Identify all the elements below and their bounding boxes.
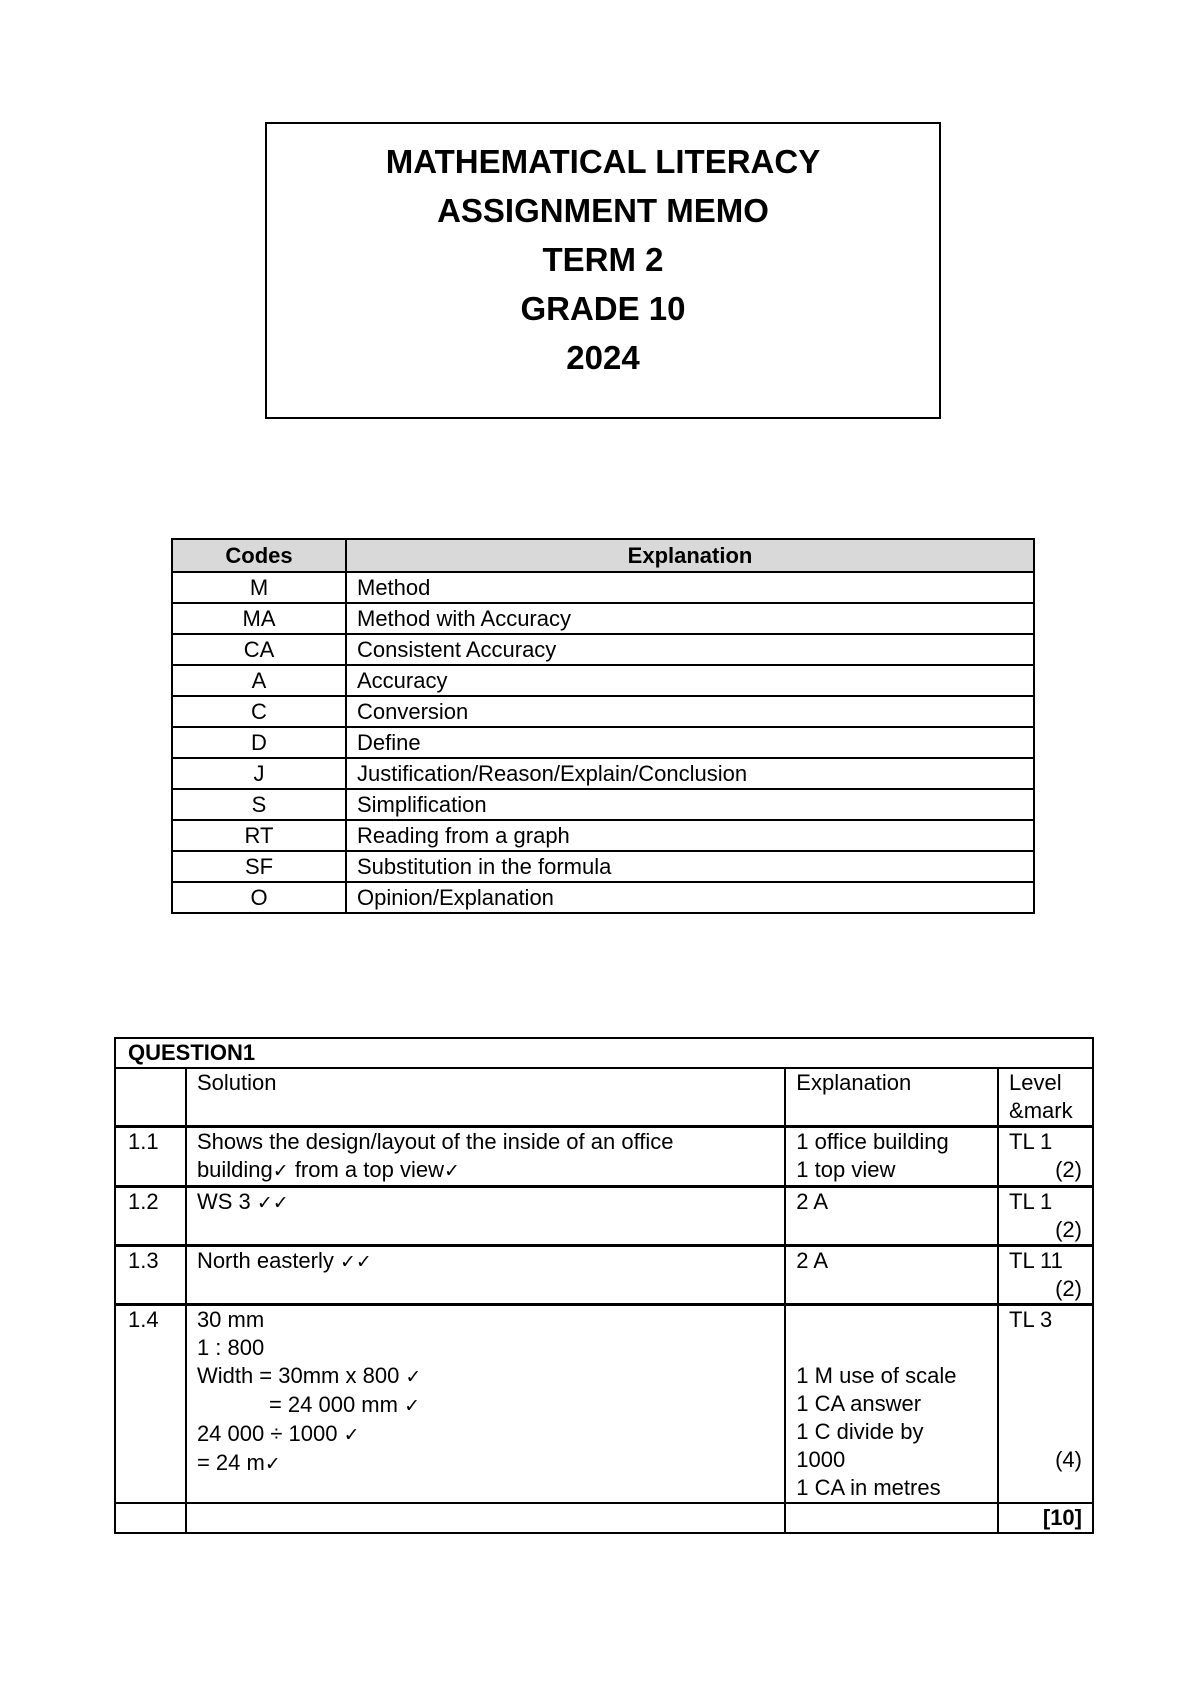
question-row-1-1 (115, 1127, 1093, 1187)
level-mark-header (998, 1068, 1093, 1127)
level-mark-cell (998, 1305, 1093, 1504)
title-document-type: ASSIGNMENT MEMO (437, 192, 769, 229)
codes-row (172, 572, 1034, 603)
level-header-line1: Level (1009, 1070, 1062, 1095)
level-mark-cell (998, 1246, 1093, 1305)
code-cell: CA (172, 634, 346, 665)
code-explanation-cell: Opinion/Explanation (346, 882, 1034, 913)
code-explanation-cell: Reading from a graph (346, 820, 1034, 851)
question-number: 1.1 (115, 1127, 186, 1187)
explanation-text: 1 CA answer (796, 1391, 922, 1416)
solution-text: 1 : 800 (196, 1335, 265, 1360)
taxonomy-level: TL 11 (1009, 1248, 1063, 1273)
checkmark-icon: ✓ (404, 1395, 420, 1417)
checkmark-icon: ✓ (405, 1366, 422, 1388)
question-row-1-3 (115, 1246, 1093, 1305)
question-row-1-4 (115, 1305, 1093, 1504)
question-number: 1.3 (115, 1246, 186, 1305)
question-number: 1.2 (115, 1187, 186, 1246)
solution-text: WS 3 (196, 1189, 257, 1214)
title-subject: MATHEMATICAL LITERACY (385, 143, 821, 180)
solution-text: North easterly (196, 1248, 340, 1273)
explanation-text: 1 office building (796, 1129, 949, 1154)
empty-cell (115, 1503, 186, 1533)
explanation-text: 1000 (796, 1447, 846, 1472)
mark-allocation: (4) (1055, 1447, 1082, 1472)
code-explanation-cell: Substitution in the formula (346, 851, 1034, 882)
taxonomy-level: TL 1 (1009, 1129, 1053, 1154)
checkmark-icon: ✓ (355, 1251, 372, 1273)
code-explanation-cell: Method (346, 572, 1034, 603)
explanation-text: 1 C divide by (796, 1419, 924, 1444)
code-explanation-cell: Define (346, 727, 1034, 758)
checkmark-icon: ✓ (443, 1160, 460, 1182)
codes-row (172, 603, 1034, 634)
checkmark-icon: ✓ (272, 1192, 289, 1214)
mark-allocation: (2) (1055, 1276, 1082, 1301)
solution-indented-line (197, 1391, 774, 1420)
codes-row (172, 634, 1034, 665)
code-cell: C (172, 696, 346, 727)
codes-row (172, 665, 1034, 696)
level-header-line2: &mark (1009, 1098, 1073, 1123)
checkmark-icon: ✓ (340, 1251, 356, 1273)
codes-row (172, 696, 1034, 727)
number-header (115, 1068, 186, 1127)
code-cell: J (172, 758, 346, 789)
checkmark-icon: ✓ (343, 1424, 360, 1446)
codes-header: Codes (172, 539, 346, 572)
title-grade: GRADE 10 (520, 290, 686, 327)
mark-allocation: (2) (1055, 1217, 1082, 1242)
explanation-cell: 2 A (785, 1246, 998, 1305)
title-term: TERM 2 (542, 241, 664, 278)
checkmark-icon: ✓ (256, 1192, 273, 1214)
code-cell: MA (172, 603, 346, 634)
question-number: 1.4 (115, 1305, 186, 1504)
codes-header-row (172, 539, 1034, 572)
code-explanation-cell: Conversion (346, 696, 1034, 727)
explanation-cell: 2 A (785, 1187, 998, 1246)
explanation-text: 1 CA in metres (796, 1475, 941, 1500)
checkmark-icon: ✓ (264, 1453, 281, 1475)
explanation-text: 1 top view (796, 1157, 896, 1182)
code-explanation-cell: Consistent Accuracy (346, 634, 1034, 665)
solution-text: 24 000 ÷ 1000 (196, 1421, 344, 1446)
empty-cell (785, 1503, 998, 1533)
code-cell: M (172, 572, 346, 603)
code-cell: S (172, 789, 346, 820)
code-cell: O (172, 882, 346, 913)
title-year: 2024 (566, 339, 640, 376)
question1-header-row (115, 1068, 1093, 1127)
codes-row (172, 789, 1034, 820)
question1-title-row (115, 1038, 1093, 1068)
solution-text: = 24 m (196, 1450, 265, 1475)
question-row-1-2 (115, 1187, 1093, 1246)
question1-title: QUESTION1 (115, 1038, 1093, 1068)
solution-cell (186, 1246, 785, 1305)
codes-row (172, 882, 1034, 913)
solution-cell (186, 1305, 785, 1504)
solution-text: from a top view (288, 1157, 444, 1182)
solution-cell (186, 1127, 785, 1187)
explanation-cell (785, 1305, 998, 1504)
title-box (265, 122, 941, 419)
question1-memo-table (114, 1037, 1094, 1534)
codes-table (171, 538, 1035, 914)
question1-total-row (115, 1503, 1093, 1533)
codes-row (172, 851, 1034, 882)
question1-total: [10] (998, 1503, 1093, 1533)
code-explanation-cell: Justification/Reason/Explain/Conclusion (346, 758, 1034, 789)
code-cell: SF (172, 851, 346, 882)
explanation-text: 1 M use of scale (796, 1363, 957, 1388)
code-explanation-cell: Method with Accuracy (346, 603, 1034, 634)
level-mark-cell (998, 1127, 1093, 1187)
solution-header: Solution (186, 1068, 785, 1127)
code-cell: D (172, 727, 346, 758)
mark-allocation: (2) (1055, 1157, 1082, 1182)
solution-text: Width = 30mm x 800 (196, 1363, 406, 1388)
solution-text: Shows the design/layout of the inside of an office (196, 1129, 674, 1154)
checkmark-icon: ✓ (272, 1160, 289, 1182)
solution-text: building (196, 1157, 273, 1182)
code-cell: RT (172, 820, 346, 851)
code-cell: A (172, 665, 346, 696)
codes-row (172, 758, 1034, 789)
solution-cell (186, 1187, 785, 1246)
code-explanation-cell: Simplification (346, 789, 1034, 820)
explanation-header: Explanation (785, 1068, 998, 1127)
solution-text: 30 mm (196, 1307, 265, 1332)
taxonomy-level: TL 3 (1009, 1307, 1053, 1332)
level-mark-cell (998, 1187, 1093, 1246)
codes-row (172, 820, 1034, 851)
empty-cell (186, 1503, 785, 1533)
code-explanation-cell: Accuracy (346, 665, 1034, 696)
taxonomy-level: TL 1 (1009, 1189, 1053, 1214)
solution-text: = 24 000 mm (268, 1392, 405, 1417)
codes-row (172, 727, 1034, 758)
explanation-cell (785, 1127, 998, 1187)
explanation-header: Explanation (346, 539, 1034, 572)
